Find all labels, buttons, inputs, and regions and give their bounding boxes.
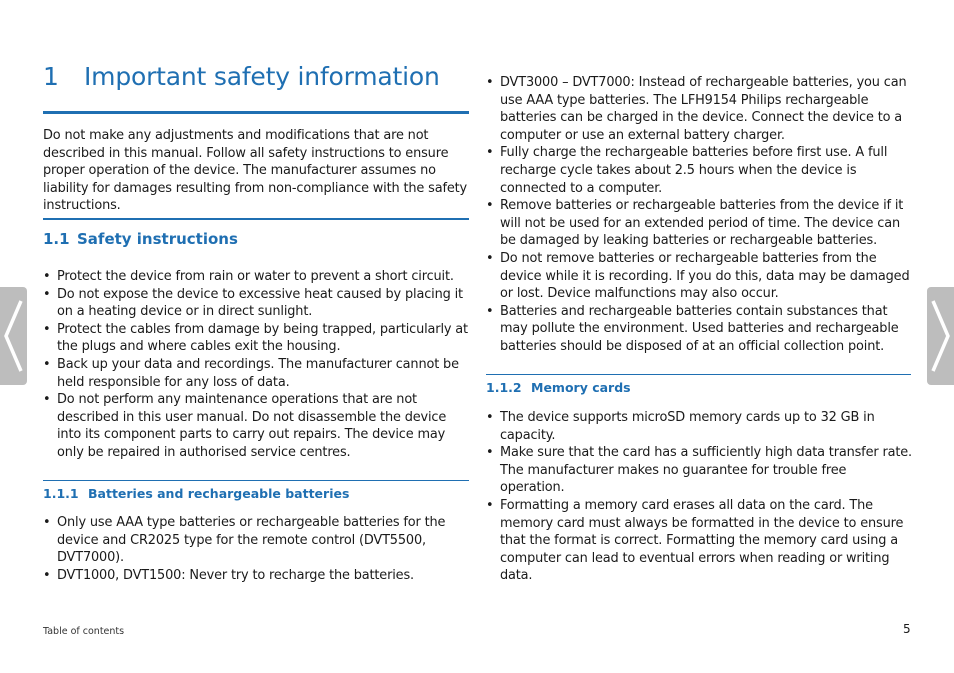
- intro-paragraph: Do not make any adjustments and modifications that are not described in this manual. Follow all safety instructions to ensure proper operation of the device. The manufacturer assumes no liability for damages resulting from non-compliance with the safety instructions.: [43, 128, 468, 214]
- list-item: • Remove batteries or rechargeable batteries from the device if it will not be used for an extended period of time. The device can be damaged by leaking batteries or rechargeable batteries.: [486, 197, 914, 250]
- list-item: • Fully charge the rechargeable batteries before first use. A full recharge cycle takes about 2.5 hours when the device is connected to a computer.: [486, 144, 914, 197]
- chevron-left-icon: [0, 287, 27, 385]
- table-of-contents-link[interactable]: Table of contents: [43, 626, 125, 637]
- batteries-list-right: [486, 74, 914, 356]
- subsection-title: Batteries and rechargeable batteries: [88, 486, 350, 501]
- subsection-number: 1.1.2: [486, 380, 522, 395]
- previous-page-button[interactable]: [0, 287, 27, 385]
- chapter-title-text: Important safety information: [84, 62, 440, 91]
- list-item: • Do not remove batteries or rechargeable batteries from the device while it is recording. If you do this, data may be damaged or lost. Device malfunctions may also occur.: [486, 250, 914, 303]
- section-number: 1.1: [43, 230, 70, 248]
- next-page-button[interactable]: [927, 287, 954, 385]
- list-item: • Do not perform any maintenance operations that are not described in this user manual. Do not disassemble the device into its component parts to carry out repairs. The device may only be repaired in authorised service centres.: [43, 391, 471, 461]
- subsection-heading-memory-cards: [486, 380, 631, 395]
- chapter-title: [43, 62, 440, 91]
- chapter-number: 1: [43, 62, 59, 91]
- memory-cards-list: [486, 409, 914, 585]
- list-item: • Back up your data and recordings. The manufacturer cannot be held responsible for any loss of data.: [43, 356, 471, 391]
- list-item: • Batteries and rechargeable batteries contain substances that may pollute the environment. Used batteries and rechargeable batteries should be disposed of at an official collection point.: [486, 303, 914, 356]
- safety-instructions-list: [43, 268, 471, 462]
- page-number: 5: [903, 622, 911, 636]
- list-item: • DVT3000 – DVT7000: Instead of rechargeable batteries, you can use AAA type batteries. The LFH9154 Philips rechargeable batteries can be charged in the device. Connect the device to a computer or use an external battery charger.: [486, 74, 914, 144]
- list-item: • Protect the device from rain or water to prevent a short circuit.: [43, 268, 471, 286]
- subsection-number: 1.1.1: [43, 486, 79, 501]
- subsection-rule: [486, 374, 911, 375]
- subsection-heading-batteries: [43, 486, 349, 501]
- list-item: • Do not expose the device to excessive heat caused by placing it on a heating device or in direct sunlight.: [43, 286, 471, 321]
- section-heading-safety-instructions: [43, 230, 238, 248]
- subsection-title: Memory cards: [531, 380, 631, 395]
- chapter-rule: [43, 111, 469, 114]
- section-title: Safety instructions: [77, 230, 238, 248]
- list-item: • Formatting a memory card erases all data on the card. The memory card must always be formatted in the device to ensure that the format is correct. Formatting the memory card using a computer can lead to eventual errors when reading or writing data.: [486, 497, 914, 585]
- list-item: • Protect the cables from damage by being trapped, particularly at the plugs and where cables exit the housing.: [43, 321, 471, 356]
- batteries-list-left: [43, 514, 471, 584]
- list-item: • The device supports microSD memory cards up to 32 GB in capacity.: [486, 409, 914, 444]
- section-rule: [43, 218, 469, 220]
- chevron-right-icon: [927, 287, 954, 385]
- list-item: • Make sure that the card has a sufficiently high data transfer rate. The manufacturer makes no guarantee for trouble free operation.: [486, 444, 914, 497]
- subsection-rule: [43, 480, 469, 481]
- list-item: • DVT1000, DVT1500: Never try to recharge the batteries.: [43, 567, 471, 585]
- list-item: • Only use AAA type batteries or rechargeable batteries for the device and CR2025 type for the remote control (DVT5500, DVT7000).: [43, 514, 471, 567]
